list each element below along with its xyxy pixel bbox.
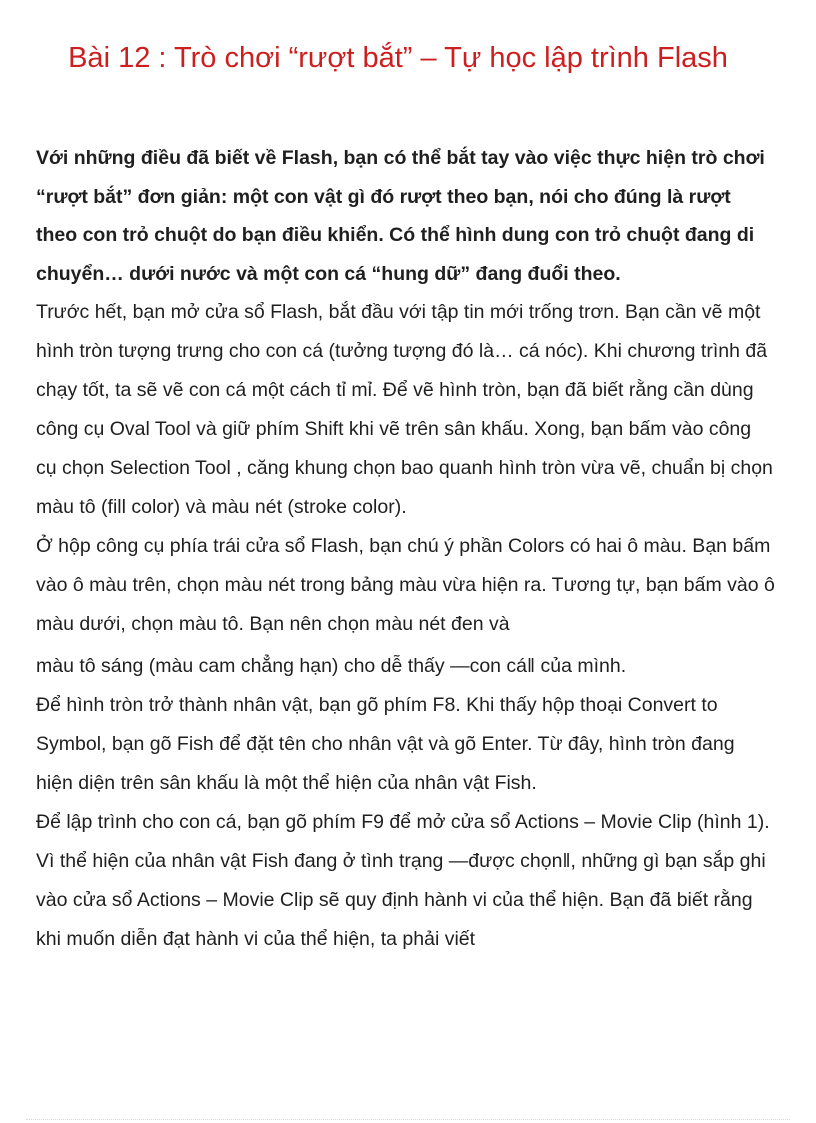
paragraph-convert-symbol: Để hình tròn trở thành nhân vật, bạn gõ phím F8. Khi thấy hộp thoại Convert to Symbol, bạn gõ Fish để đặt tên cho nhân vật và gõ Enter. Từ đây, hình tròn đang hiện diện trên sân khấu là một thể hiện của nhân vật Fish. <box>36 694 735 795</box>
page-bottom-divider <box>26 1119 790 1120</box>
paragraph-colors: Ở hộp công cụ phía trái cửa sổ Flash, bạn chú ý phần Colors có hai ô màu. Bạn bấm vào ô màu trên, chọn màu nét trong bảng màu vừa hiện ra. Tương tự, bạn bấm vào ô màu dưới, chọn màu tô. Bạn nên chọn màu nét đen và <box>36 535 775 636</box>
paragraph-actions-window: Để lập trình cho con cá, bạn gõ phím F9 để mở cửa sổ Actions – Movie Clip (hình 1). Vì thể hiện của nhân vật Fish đang ở tình trạng ―được chọn‖, những gì bạn sắp ghi vào cửa sổ Actions – Movie Clip sẽ quy định hành vi của thể hiện. Bạn đã biết rằng khi muốn diễn đạt hành vi của thể hiện, ta phải viết <box>36 811 770 951</box>
document-title: Bài 12 : Trò chơi “rượt bắt” – Tự học lập trình Flash <box>68 42 728 74</box>
article-body <box>36 139 776 959</box>
intro-paragraph: Với những điều đã biết về Flash, bạn có thể bắt tay vào việc thực hiện trò chơi “rượt bắt” đơn giản: một con vật gì đó rượt theo bạn, nói cho đúng là rượt theo con trỏ chuột do bạn điều khiển. Có thể hình dung con trỏ chuột đang di chuyển… dưới nước và một con cá “hung dữ” đang đuổi theo. <box>36 147 765 285</box>
paragraph-fill-color: màu tô sáng (màu cam chẳng hạn) cho dễ thấy ―con cá‖ của mình. <box>36 655 627 678</box>
paragraph-oval-tool: Trước hết, bạn mở cửa sổ Flash, bắt đầu với tập tin mới trống trơn. Bạn cần vẽ một hình tròn tượng trưng cho con cá (tưởng tượng đó là… cá nóc). Khi chương trình đã chạy tốt, ta sẽ vẽ con cá một cách tỉ mỉ. Để vẽ hình tròn, bạn đã biết rằng cần dùng công cụ Oval Tool và giữ phím Shift khi vẽ trên sân khấu. Xong, bạn bấm vào công cụ chọn Selection Tool , căng khung chọn bao quanh hình tròn vừa vẽ, chuẩn bị chọn màu tô (fill color) và màu nét (stroke color). <box>36 301 773 519</box>
